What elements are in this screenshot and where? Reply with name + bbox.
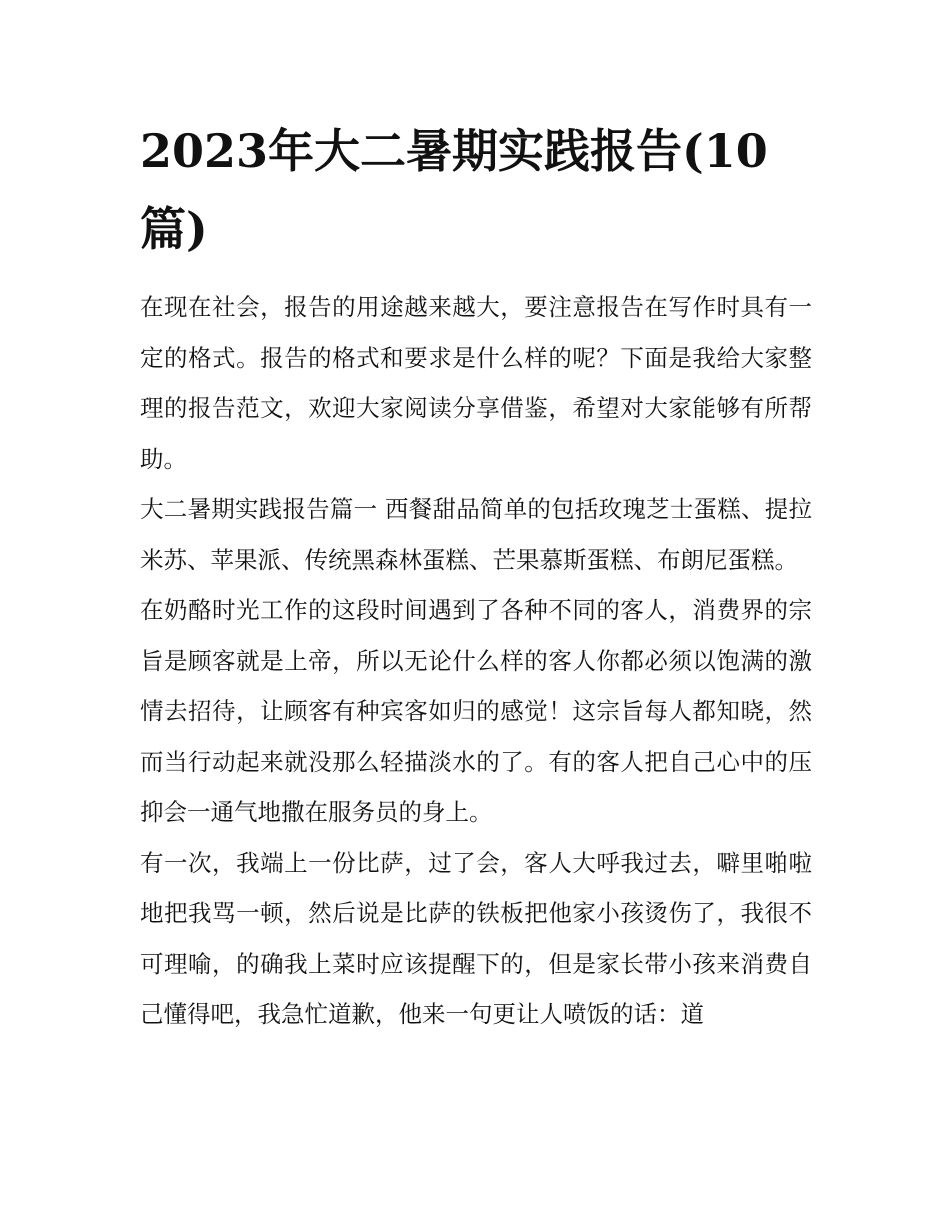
paragraph-pizza-incident: 有一次，我端上一份比萨，过了会，客人大呼我过去，噼里啪啦地把我骂一顿，然后说是比萨的铁板把他家小孩烫伤了，我很不可理喻，的确我上菜时应该提醒下的，但是家长带小孩来消费自己懂得吧，我急忙道歉，他来一句更让人喷饭的话：道 [140,848,812,1028]
paragraph-intro: 在现在社会，报告的用途越来越大，要注意报告在写作时具有一定的格式。报告的格式和要求是什么样的呢？下面是我给大家整理的报告范文，欢迎大家阅读分享借鉴，希望对大家能够有所帮助。 [140,293,812,473]
document-body [140,112,812,1040]
title-spacer [140,268,812,282]
paragraph-desserts: 大二暑期实践报告篇一 西餐甜品简单的包括玫瑰芝士蛋糕、提拉米苏、苹果派、传统黑森林蛋糕、芒果慕斯蛋糕、布朗尼蛋糕。 [140,495,812,574]
document-title: 2023年大二暑期实践报告(10篇) [140,124,768,256]
paragraph-work-experience: 在奶酪时光工作的这段时间遇到了各种不同的客人，消费界的宗旨是顾客就是上帝，所以无论什么样的客人你都必须以饱满的激情去招待，让顾客有种宾客如归的感觉！这宗旨每人都知晓，然而当行动起来就没那么轻描淡水的了。有的客人把自己心中的压抑会一通气地撒在服务员的身上。 [140,596,812,826]
